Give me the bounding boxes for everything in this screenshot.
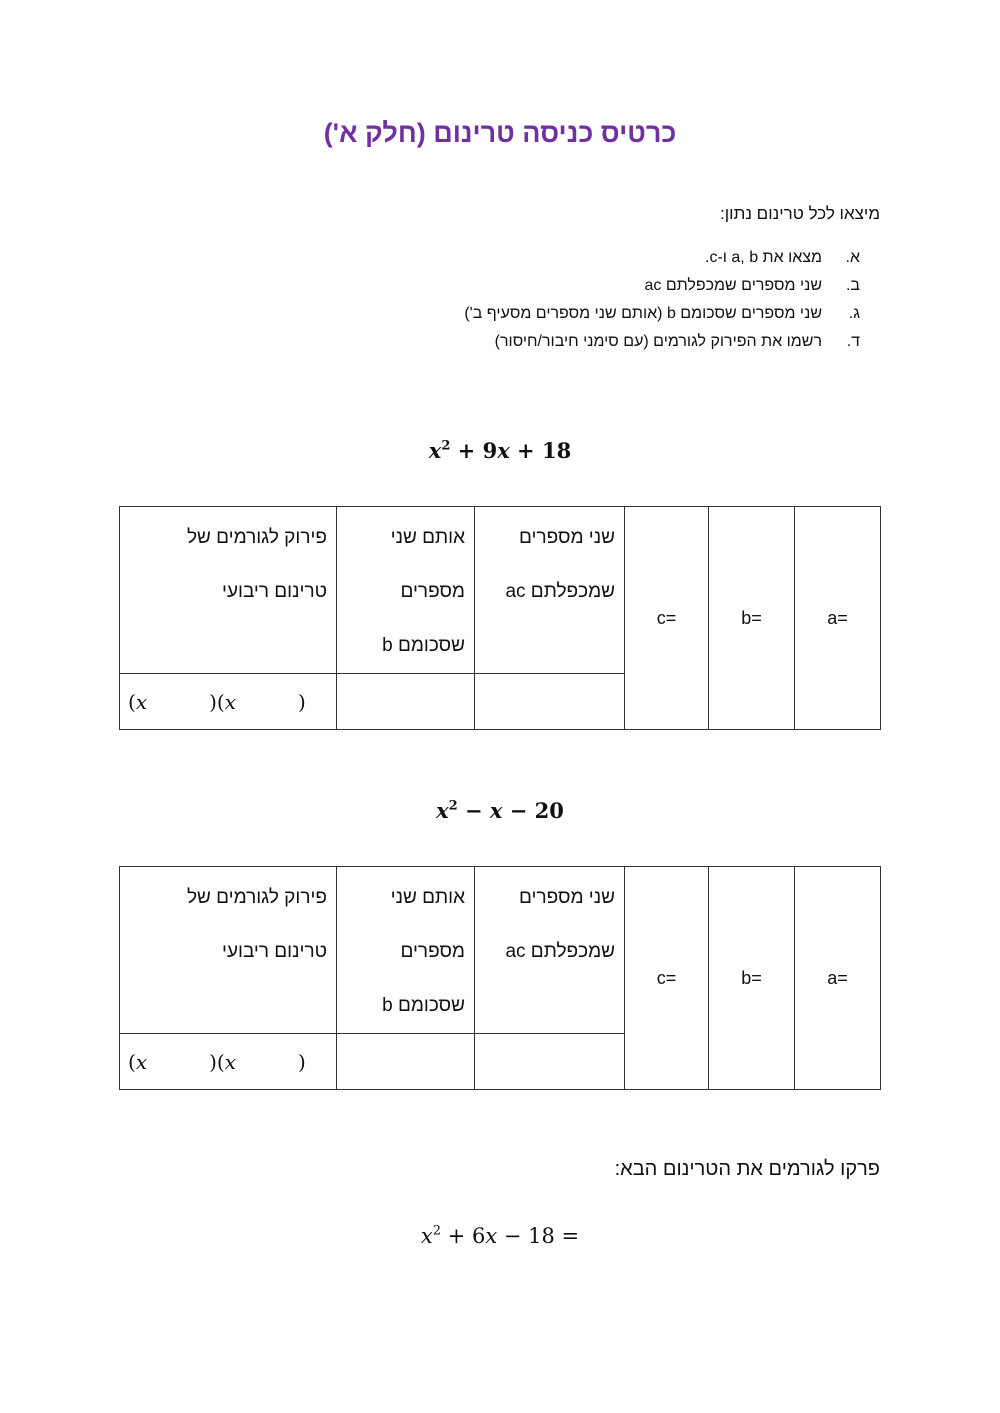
formula-term: − 18 =: [497, 1224, 580, 1248]
b-cell[interactable]: b=: [709, 867, 795, 1090]
factorization-answer-cell[interactable]: (x )(x ): [120, 674, 337, 730]
page-title: כרטיס כניסה טרינום (חלק א'): [323, 118, 677, 148]
instructions-intro: מיצאו לכל טרינום נתון:: [720, 204, 880, 223]
product-header: שני מספרים שמכפלתם ac: [475, 867, 625, 1034]
list-text: שני מספרים שסכומם b (אותם שני מספרים מסעיף ב'): [464, 305, 822, 322]
sum-header: אותם שני מספרים שסכומם b: [337, 867, 475, 1034]
sum-answer-cell[interactable]: [337, 1034, 475, 1090]
list-text: רשמו את הפירוק לגורמים (עם סימני חיבור/חיסור): [494, 333, 822, 350]
formula-variable: x: [497, 438, 510, 463]
formula-term: −: [457, 798, 490, 823]
c-cell[interactable]: c=: [625, 507, 709, 730]
c-cell[interactable]: c=: [625, 867, 709, 1090]
instructions-list: [360, 244, 860, 356]
factorization-header: פירוק לגורמים של טרינום ריבועי: [120, 507, 337, 674]
formula-term: + 6: [441, 1224, 486, 1248]
final-expression: [0, 1224, 1000, 1248]
formula-variable: x: [420, 1224, 433, 1248]
list-marker: א.: [845, 249, 860, 266]
formula-variable: x: [485, 1224, 498, 1248]
factorization-answer-cell[interactable]: (x )(x ): [120, 1034, 337, 1090]
trinomial-table: [119, 506, 881, 730]
product-answer-cell[interactable]: [475, 1034, 625, 1090]
task-instruction: פרקו לגורמים את הטרינום הבא:: [614, 1158, 880, 1180]
formula-variable: x: [428, 438, 442, 463]
formula-term: + 18: [509, 438, 572, 463]
list-marker: ד.: [846, 333, 860, 350]
list-marker: ג.: [848, 305, 860, 322]
a-cell[interactable]: a=: [795, 507, 881, 730]
formula-exponent: 2: [448, 798, 458, 814]
formula-exponent: 2: [441, 438, 451, 454]
formula-exponent: 2: [432, 1223, 441, 1239]
trinomial-formula: [0, 438, 1000, 463]
formula-variable: x: [436, 798, 449, 823]
list-text: מצאו את a, b ו-c.: [705, 249, 822, 266]
a-cell[interactable]: a=: [795, 867, 881, 1090]
product-header: שני מספרים שמכפלתם ac: [475, 507, 625, 674]
trinomial-formula: [0, 798, 1000, 823]
list-marker: ב.: [845, 277, 860, 294]
formula-term: + 9: [450, 438, 498, 463]
list-item: [360, 328, 860, 356]
formula-variable: x: [489, 798, 503, 823]
trinomial-table: [119, 866, 881, 1090]
list-text: שני מספרים שמכפלתם ac: [644, 277, 822, 294]
list-item: [360, 272, 860, 300]
factorization-header: פירוק לגורמים של טרינום ריבועי: [120, 867, 337, 1034]
formula-term: − 20: [502, 798, 564, 823]
sum-answer-cell[interactable]: [337, 674, 475, 730]
b-cell[interactable]: b=: [709, 507, 795, 730]
list-item: [360, 300, 860, 328]
sum-header: אותם שני מספרים שסכומם b: [337, 507, 475, 674]
product-answer-cell[interactable]: [475, 674, 625, 730]
list-item: [360, 244, 860, 272]
